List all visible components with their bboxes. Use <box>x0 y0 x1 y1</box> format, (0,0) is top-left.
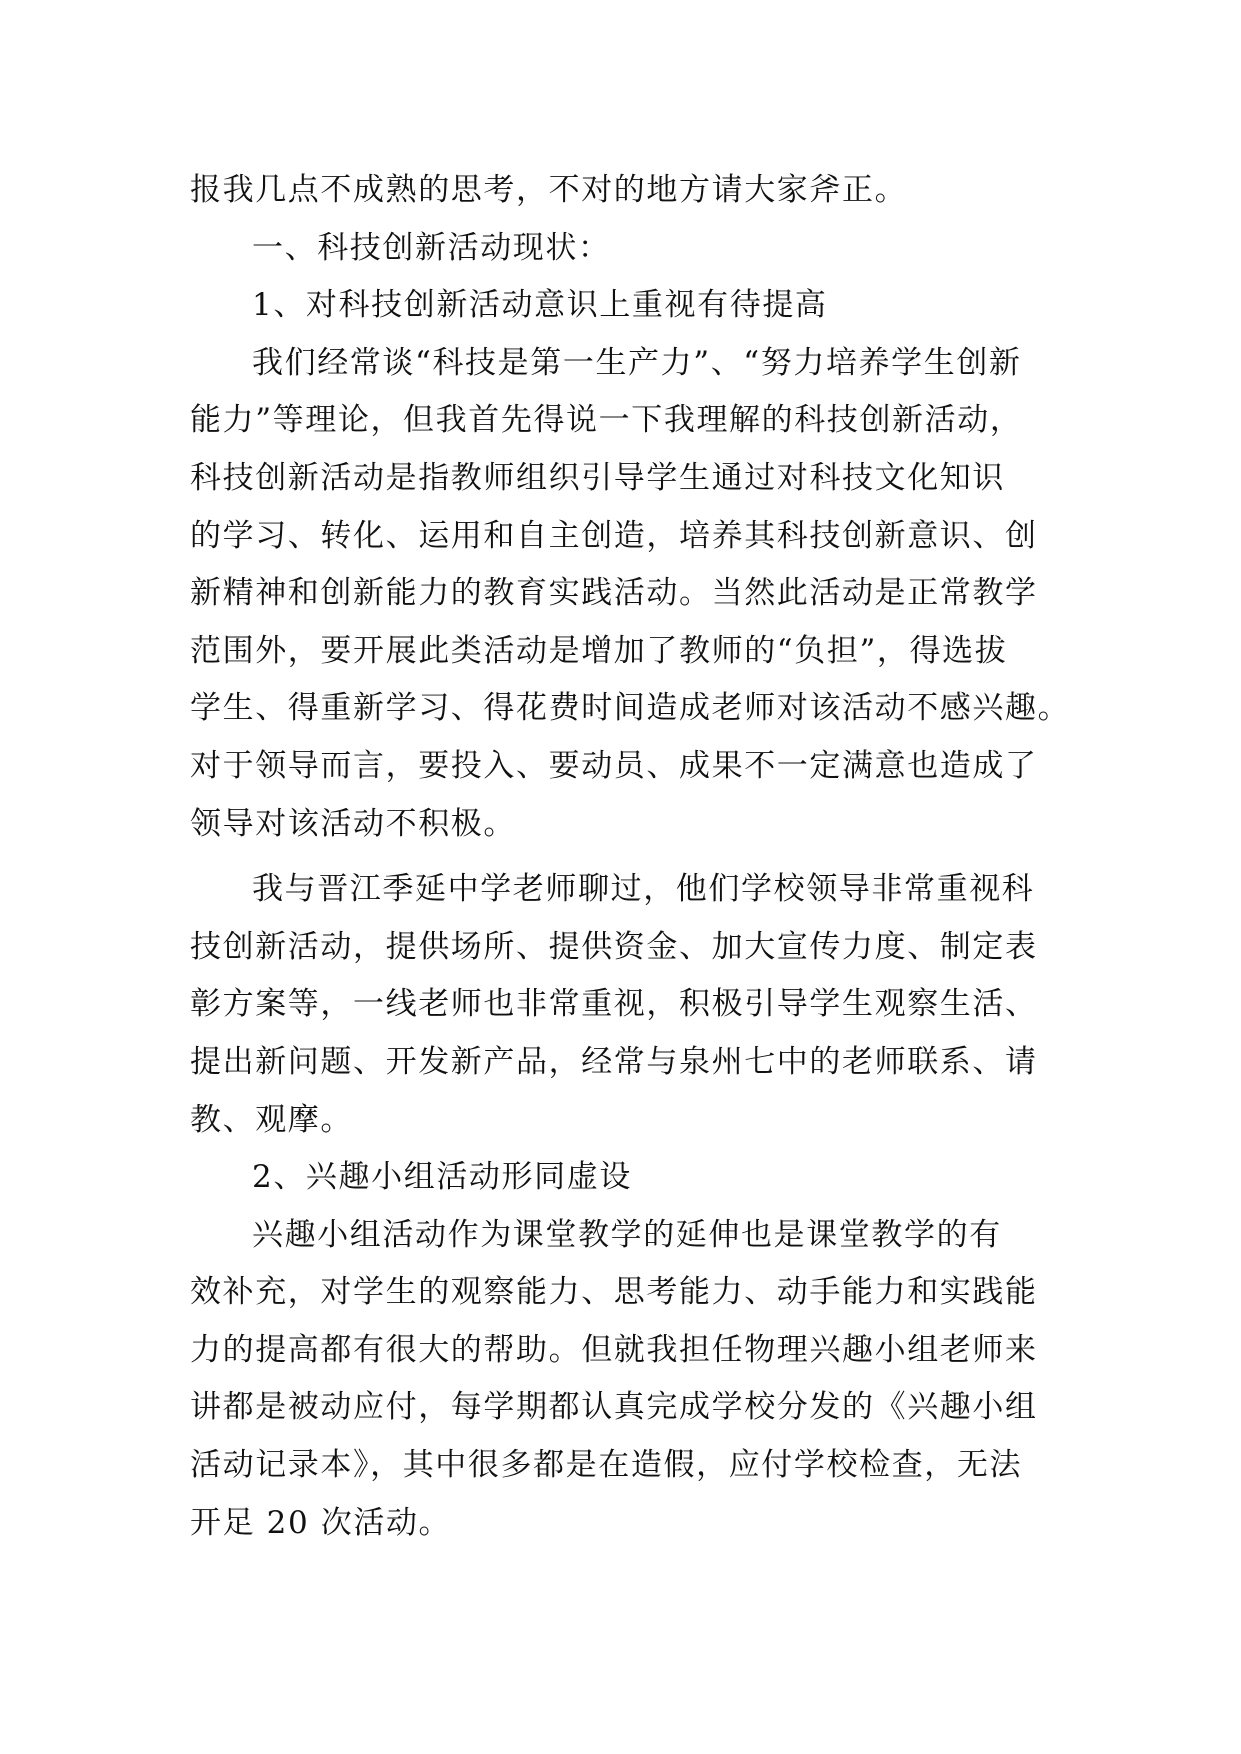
paragraph-line: 对于领导而言，要投入、要动员、成果不一定满意也造成了 <box>190 747 1038 784</box>
paragraph-line: 力的提高都有很大的帮助。但就我担任物理兴趣小组老师来 <box>190 1331 1038 1368</box>
paragraph-line: 范围外，要开展此类活动是增加了教师的“负担”，得选拔 <box>190 632 1008 669</box>
paragraph-line: 开足 20 次活动。 <box>190 1504 452 1541</box>
paragraph-line: 技创新活动，提供场所、提供资金、加大宣传力度、制定表 <box>190 928 1038 965</box>
paragraph-line: 领导对该活动不积极。 <box>190 805 516 842</box>
paragraph-line: 效补充，对学生的观察能力、思考能力、动手能力和实践能 <box>190 1274 1038 1311</box>
paragraph-line: 的学习、转化、运用和自主创造，培养其科技创新意识、创 <box>190 517 1038 554</box>
paragraph-line: 我们经常谈“科技是第一生产力”、“努力培养学生创新 <box>252 344 1022 381</box>
paragraph-line: 活动记录本》，其中很多都是在造假，应付学校检查，无法 <box>190 1447 1023 1484</box>
paragraph-line: 我与晋江季延中学老师聊过，他们学校领导非常重视科 <box>252 871 1035 908</box>
subsection-heading: 2、兴趣小组活动形同虚设 <box>252 1159 632 1196</box>
paragraph-line: 报我几点不成熟的思考，不对的地方请大家斧正。 <box>190 172 908 208</box>
section-heading: 一、科技创新活动现状： <box>252 229 611 266</box>
paragraph-line: 彰方案等，一线老师也非常重视，积极引导学生观察生活、 <box>190 986 1038 1023</box>
paragraph-line: 科技创新活动是指教师组织引导学生通过对科技文化知识 <box>190 459 1005 496</box>
paragraph-line: 教、观摩。 <box>190 1101 353 1138</box>
paragraph-line: 新精神和创新能力的教育实践活动。当然此活动是正常教学 <box>190 575 1038 612</box>
paragraph-line: 兴趣小组活动作为课堂教学的延伸也是课堂教学的有 <box>252 1216 1002 1253</box>
document-body <box>190 162 1070 1552</box>
paragraph-line: 学生、得重新学习、得花费时间造成老师对该活动不感兴趣。 <box>190 690 1071 727</box>
paragraph-line: 讲都是被动应付，每学期都认真完成学校分发的《兴趣小组 <box>190 1389 1038 1426</box>
paragraph-line: 能力”等理论，但我首先得说一下我理解的科技创新活动， <box>190 402 1023 439</box>
paragraph-line: 提出新问题、开发新产品，经常与泉州七中的老师联系、请 <box>190 1043 1038 1080</box>
subsection-heading: 1、对科技创新活动意识上重视有待提高 <box>252 287 828 324</box>
